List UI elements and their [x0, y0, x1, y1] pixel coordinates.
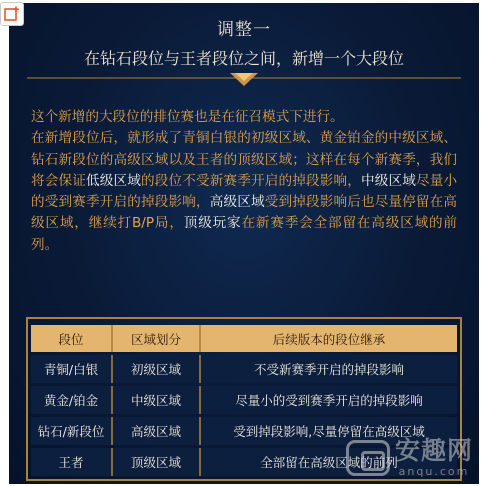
table-header-row — [31, 325, 457, 352]
site-watermark — [346, 437, 473, 478]
table-cell-zone: 初级区域 — [113, 355, 201, 383]
table-cell-inheritance: 受到掉段影响,尽量停留在高级区域 — [201, 417, 457, 445]
column-header-zone: 区域划分 — [113, 325, 201, 352]
body-run: 受到掉段影响后也尽量停留在高级区域，继续打B/P局， — [31, 194, 458, 232]
table-cell-inheritance: 不受新赛季开启的掉段影响 — [201, 355, 457, 383]
add-image-button[interactable] — [0, 2, 24, 26]
section-subtitle: 在钻石段位与王者段位之间，新增一个大段位 — [83, 49, 404, 68]
table-row — [31, 386, 457, 414]
table-cell-rank: 钻石/新段位 — [31, 417, 113, 445]
table-cell-rank: 王者 — [31, 448, 113, 476]
table-cell-inheritance: 尽量小的受到赛季开启的掉段影响 — [201, 386, 457, 414]
table-row — [31, 355, 457, 383]
highlight-term: 中级区域 — [360, 172, 416, 189]
body-paragraph-1: 这个新增的大段位的排位赛也是在征召模式下进行。 — [31, 109, 344, 125]
body-run: 在新增段位后，就形成了青铜白银的初级区域、黄金铂金的中级区域、钻石新段位的高级区域以及王者的顶级区域；这样在每个新赛季，我们将会保证 — [31, 130, 457, 189]
watermark-text — [395, 437, 473, 478]
watermark-logo-icon — [346, 440, 390, 476]
highlight-term: 顶级玩家 — [183, 215, 242, 232]
watermark-cn: 安趣网 — [394, 436, 473, 465]
highlight-term: 高级区域 — [209, 194, 265, 211]
highlight-term: 低级区域 — [86, 172, 141, 189]
table-cell-zone: 中级区域 — [113, 386, 201, 414]
section-title: 调整一 — [217, 20, 271, 40]
table-cell-rank: 黄金/铂金 — [31, 386, 113, 414]
table-cell-rank: 青铜/白银 — [31, 355, 113, 383]
table-cell-inheritance: 全部留在高级区域的前列 — [201, 448, 457, 476]
table-cell-zone: 顶级区域 — [113, 448, 201, 476]
watermark-en: anqu.com — [398, 465, 470, 478]
gold-divider — [27, 73, 461, 87]
body-run: 的段位不受新赛季开启的掉段影响， — [141, 172, 361, 189]
column-header-inheritance: 后续版本的段位继承 — [201, 325, 457, 352]
article-image — [9, 3, 479, 484]
add-image-icon — [4, 6, 20, 22]
body-run: 尽量小的受到赛季开启的掉段影响， — [31, 172, 458, 211]
body-text — [31, 107, 457, 256]
body-paragraph-2 — [31, 128, 457, 256]
column-header-rank: 段位 — [31, 325, 113, 352]
body-run: 在新赛季会全部留在高级区域的前列。 — [31, 215, 458, 253]
table-cell-zone: 高级区域 — [113, 417, 201, 445]
